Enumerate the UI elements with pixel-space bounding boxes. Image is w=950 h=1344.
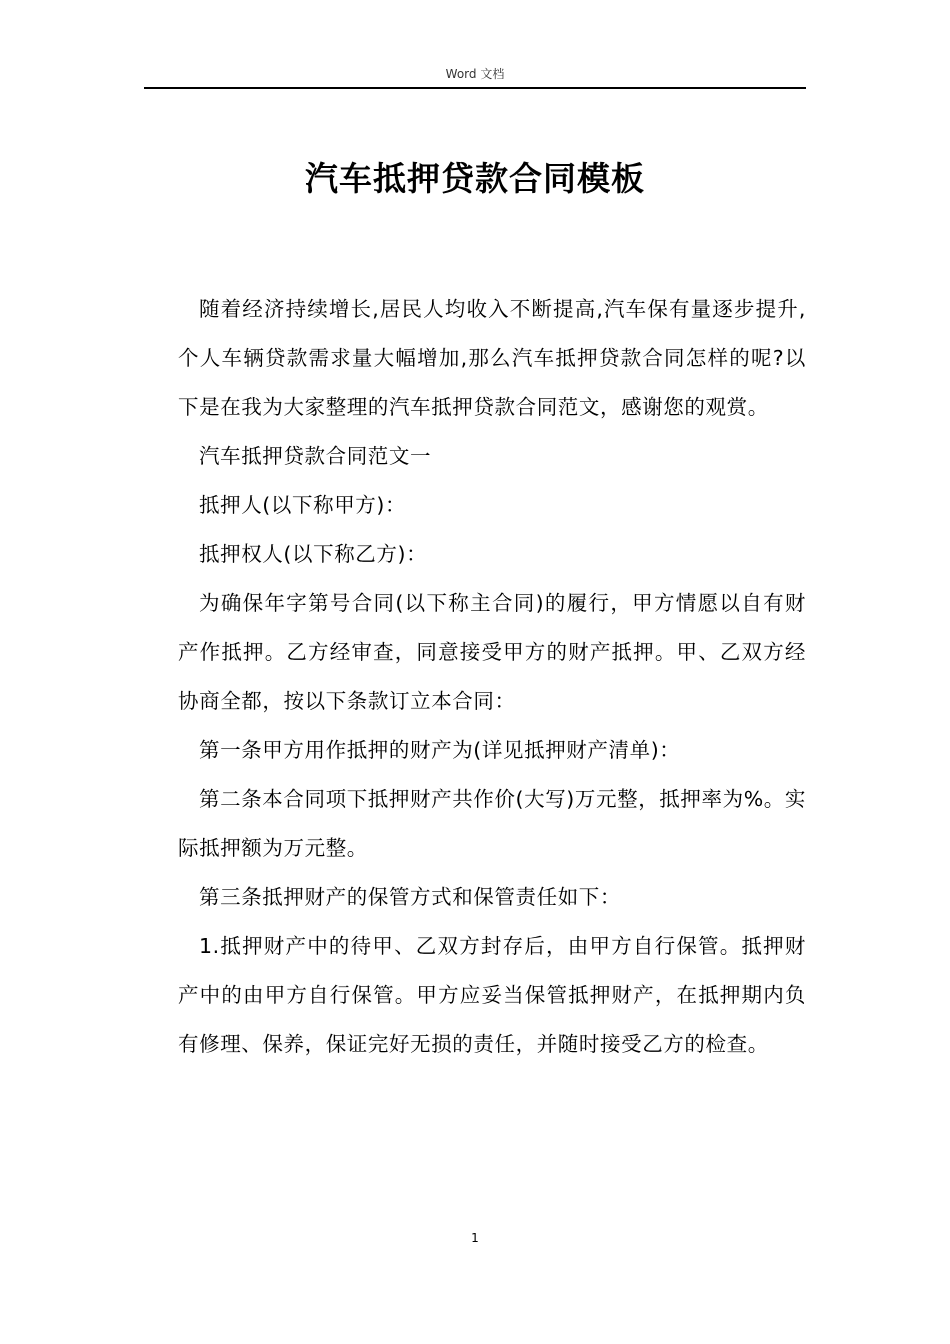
paragraph-article-3-item-1: 1.抵押财产中的待甲、乙双方封存后，由甲方自行保管。抵押财产中的由甲方自行保管。甲方应妥当保管抵押财产，在抵押期内负有修理、保养，保证完好无损的责任，并随时接受乙方的检查。: [178, 934, 806, 1056]
paragraph-section-heading: 汽车抵押贷款合同范文一: [199, 444, 432, 468]
page-number: 1: [471, 1231, 479, 1245]
page-header-label: Word 文档: [445, 67, 505, 81]
paragraph-mortgagor: 抵押人(以下称甲方)：: [199, 493, 407, 517]
paragraph-article-2: 第二条本合同项下抵押财产共作价(大写)万元整，抵押率为%。实际抵押额为万元整。: [178, 787, 806, 860]
paragraph-mortgagee: 抵押权人(以下称乙方)：: [199, 542, 428, 566]
paragraph-article-3: 第三条抵押财产的保管方式和保管责任如下：: [199, 885, 621, 909]
document-body: [178, 285, 806, 1069]
document-title: 汽车抵押贷款合同模板: [305, 159, 645, 198]
paragraph-article-1: 第一条甲方用作抵押的财产为(详见抵押财产清单)：: [199, 738, 681, 762]
paragraph-purpose: 为确保年字第号合同(以下称主合同)的履行，甲方情愿以自有财产作抵押。乙方经审查，同意接受甲方的财产抵押。甲、乙双方经协商全都，按以下条款订立本合同：: [178, 591, 806, 713]
paragraph-intro: 随着经济持续增长,居民人均收入不断提高,汽车保有量逐步提升,个人车辆贷款需求量大幅增加,那么汽车抵押贷款合同怎样的呢?以下是在我为大家整理的汽车抵押贷款合同范文，感谢您的观赏。: [178, 297, 806, 419]
header-divider: [144, 87, 806, 89]
